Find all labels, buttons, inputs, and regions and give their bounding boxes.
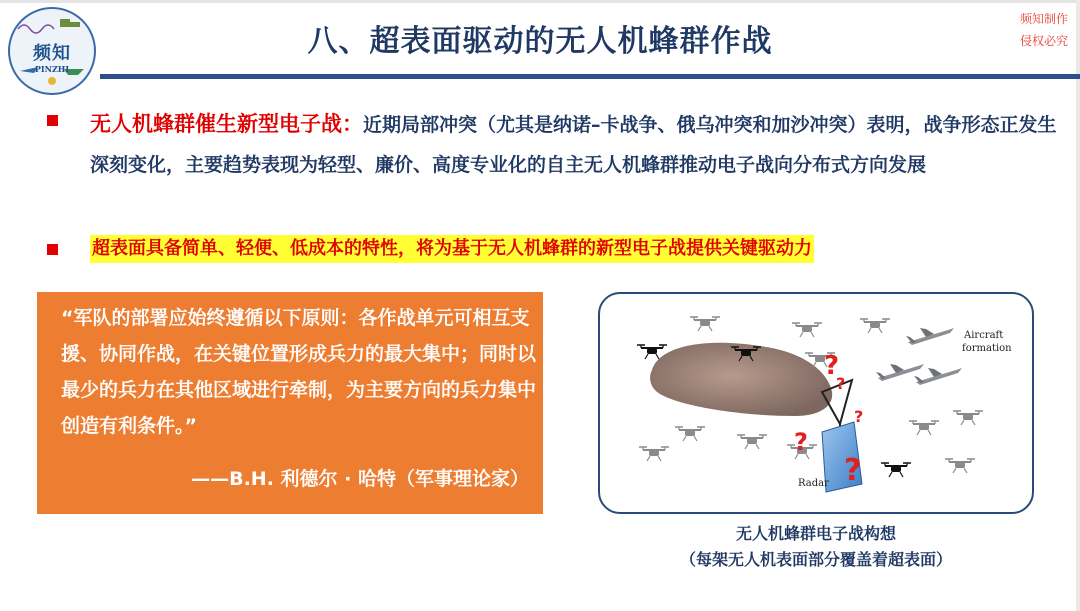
svg-text:?: ? xyxy=(844,453,862,488)
quote-author: ——B.H. 利德尔 · 哈特（军事理论家） xyxy=(191,468,529,490)
slide-title: 八、超表面驱动的无人机蜂群作战 xyxy=(307,24,773,59)
swarm-figure xyxy=(598,292,1034,514)
quote-box xyxy=(37,292,543,514)
bullet-lead-1: 无人机蜂群催生新型电子战： xyxy=(90,112,363,136)
figure-caption-1: 无人机蜂群电子战构想 xyxy=(735,524,896,543)
radar-label: Radar xyxy=(798,478,829,489)
aircraft-label-2: formation xyxy=(962,343,1012,354)
svg-text:?: ? xyxy=(836,374,846,393)
bullet-marker-2 xyxy=(47,244,58,255)
aircraft-label-1: Aircraft xyxy=(964,330,1004,341)
bullet-paragraph-2: 超表面具备简单、轻便、低成本的特性，将为基于无人机蜂群的新型电子战提供关键驱动力 xyxy=(90,235,814,263)
svg-text:?: ? xyxy=(824,351,840,381)
bullet-body-1: 近期局部冲突（尤其是纳诺–卡战争、俄乌冲突和加沙冲突）表明，战争形态正发生深刻变化，主要趋势表现为轻型、廉价、高度专业化的自主无人机蜂群推动电子战向分布式方向发展 xyxy=(90,114,1057,176)
right-edge xyxy=(1076,0,1080,611)
aircraft-formation-icon xyxy=(876,328,962,385)
bullet-marker-1 xyxy=(47,115,58,126)
watermark xyxy=(1020,8,1068,52)
svg-text:?: ? xyxy=(794,428,808,456)
title-underline xyxy=(100,74,1080,79)
quote-text: “军队的部署应始终遵循以下原则：各作战单元可相互支援、协同作战，在关键位置形成兵力的最大集中；同时以最少的兵力在其他区域进行牵制，为主要方向的兵力集中创造有利条件。” xyxy=(61,307,537,437)
pinzhi-logo xyxy=(8,7,96,95)
watermark-line-1: 频知制作 xyxy=(1019,12,1068,26)
figure-caption-2: （每架无人机表面部分覆盖着超表面） xyxy=(679,550,952,569)
bullet-paragraph-1 xyxy=(90,104,1070,185)
top-edge xyxy=(0,0,1080,3)
logo-name: 频知 xyxy=(33,43,71,64)
watermark-line-2: 侵权必究 xyxy=(1019,34,1068,48)
svg-text:?: ? xyxy=(854,407,864,426)
logo-subtext: PINZHI xyxy=(34,64,70,74)
